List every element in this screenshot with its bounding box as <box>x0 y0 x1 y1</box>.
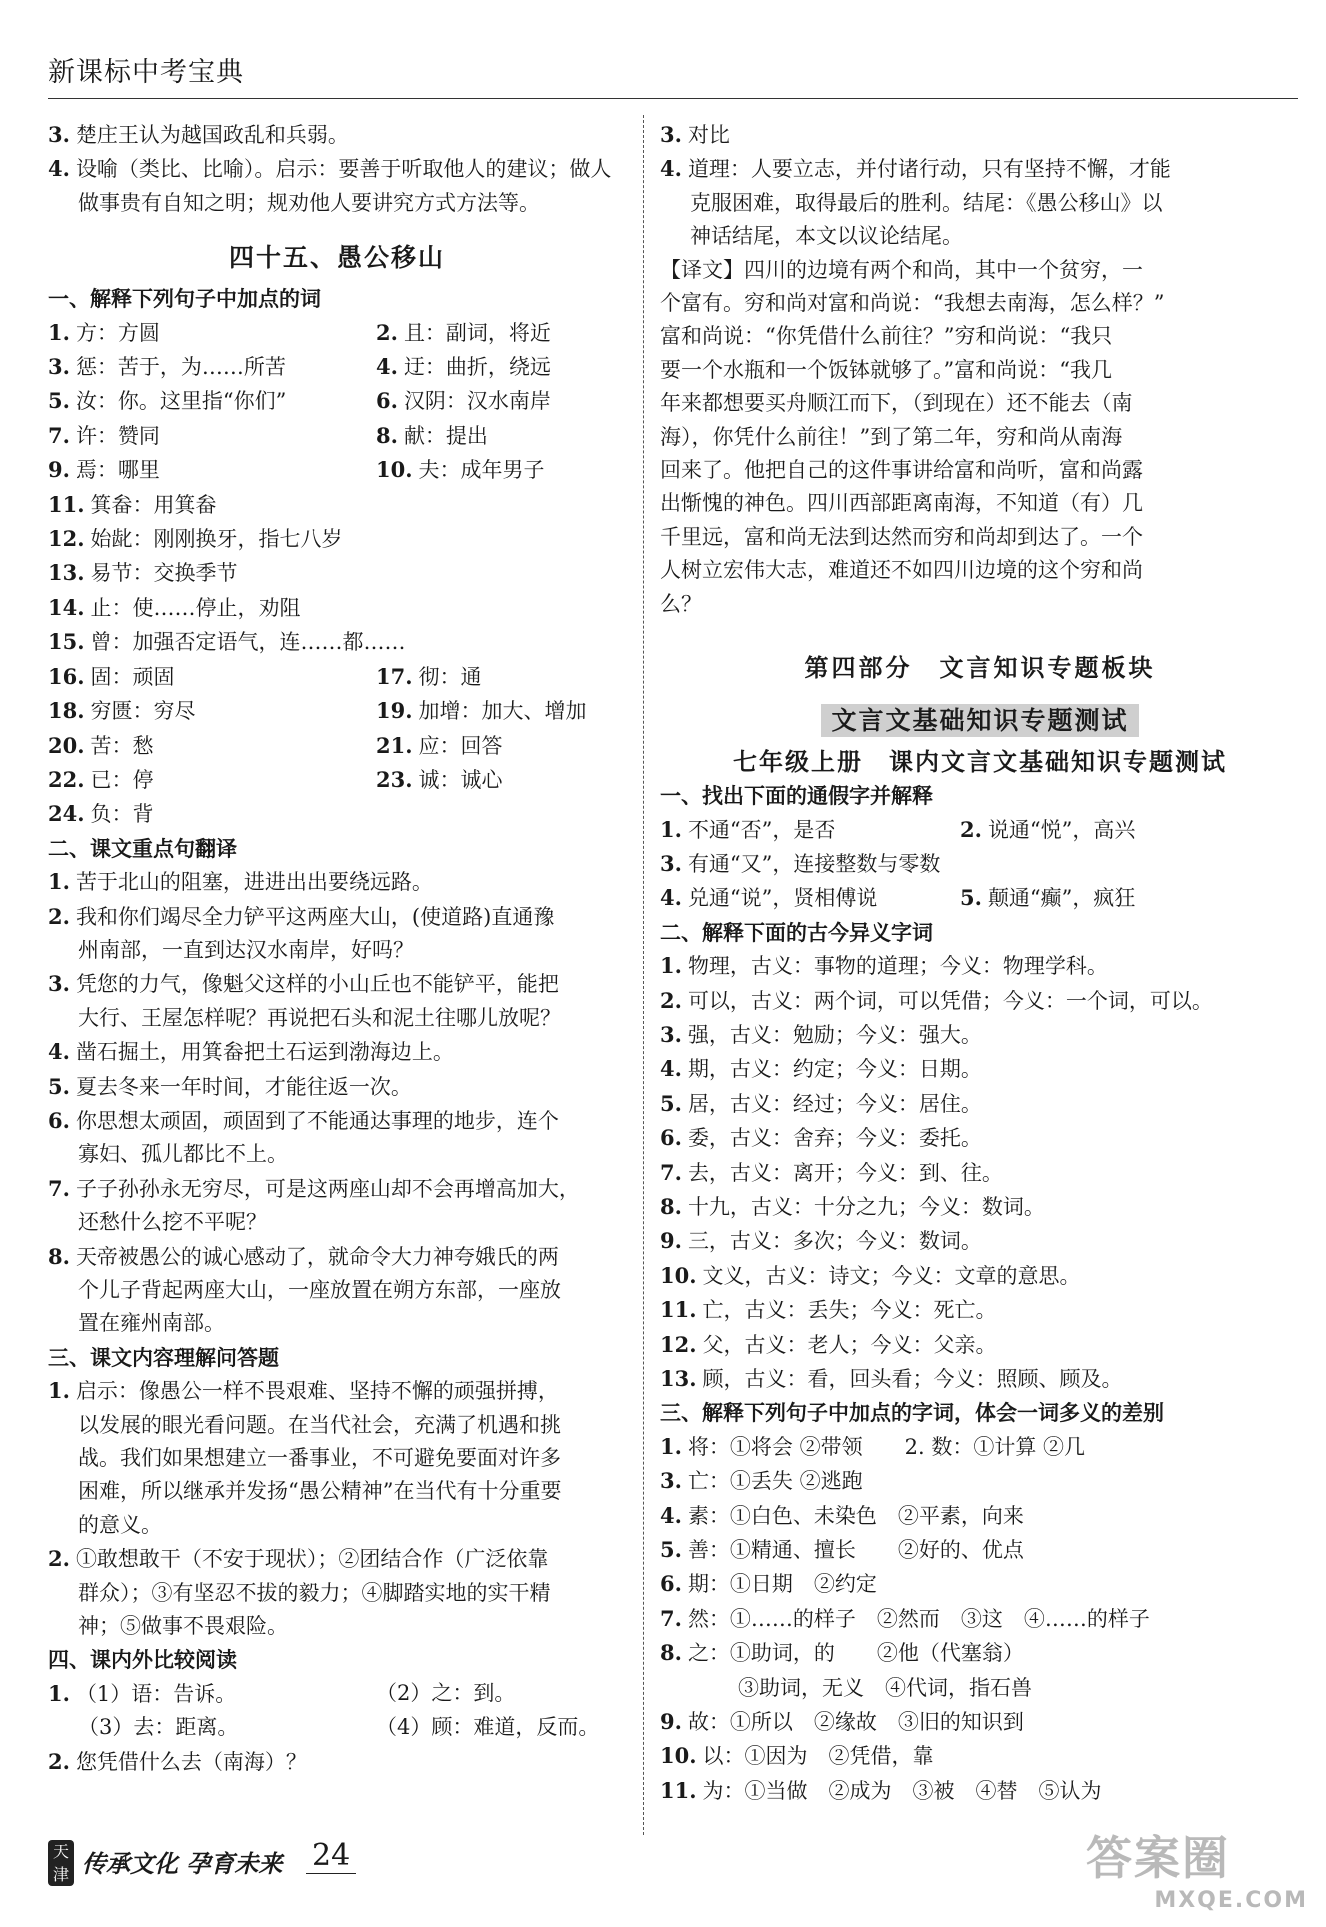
lesson-title: 四十五、愚公移山 <box>228 243 445 273</box>
item-text: 神话结尾，本文以议论结尾。 <box>690 224 963 249</box>
list-item-continuation <box>48 1610 626 1643</box>
item-text: 寡妇、孤儿都比不上。 <box>78 1142 288 1167</box>
item-a <box>48 419 376 453</box>
item-a <box>660 813 960 847</box>
item-text: 凭您的力气，像魁父这样的小山丘也不能铲平，能把 <box>75 972 559 997</box>
list-item-continuation <box>48 1206 626 1239</box>
item-number: 4. <box>660 1502 682 1528</box>
item-text: 固：顽固 <box>90 664 175 689</box>
item-number: 2. <box>48 1546 70 1572</box>
item-text: 期：①日期 ②约定 <box>687 1572 877 1597</box>
list-item <box>660 847 1300 881</box>
item-number: 6. <box>48 1107 70 1133</box>
page-number: 24 <box>306 1838 356 1874</box>
item-number: 2. <box>660 987 682 1013</box>
item-text: 迂：曲折，绕远 <box>403 355 551 380</box>
list-item <box>48 865 626 899</box>
item-text: 加增：加大、增加 <box>418 699 587 724</box>
item-number: 8. <box>660 1193 682 1219</box>
item-number: 4. <box>48 1039 70 1065</box>
item-number: 13. <box>660 1366 697 1391</box>
list-item <box>48 1070 626 1104</box>
item-number: 2. <box>960 816 982 842</box>
list-item <box>660 1636 1300 1670</box>
list-item <box>660 1430 1300 1464</box>
item-a <box>48 660 376 694</box>
list-item <box>660 813 1300 847</box>
item-a <box>48 453 376 487</box>
item-number: 1. <box>660 1433 682 1459</box>
item-text: 不通“否”，是否 <box>687 817 836 842</box>
item-text: 箕畚：用箕畚 <box>90 492 217 517</box>
item-a <box>48 729 376 763</box>
item-number: 19. <box>376 698 413 724</box>
item-number: 9. <box>660 1709 682 1735</box>
item-text: 神；⑤做事不畏艰险。 <box>78 1614 288 1639</box>
item-text: 夏去冬来一年时间，才能往返一次。 <box>75 1074 412 1099</box>
list-item <box>48 453 626 487</box>
item-number: 11. <box>48 491 85 517</box>
list-item <box>48 556 626 590</box>
item-b <box>376 453 545 487</box>
list-item-continuation <box>48 1475 626 1508</box>
section-title: 二、解释下面的古今异义字词 <box>660 919 933 945</box>
list-item <box>48 1240 626 1274</box>
item-text: 你思想太顽固，顽固到了不能通达事理的地步，连个 <box>75 1108 559 1133</box>
item-text: 物理，古义：事物的道理；今义：物理学科。 <box>687 954 1108 979</box>
list-item: 3. 楚庄王认为越国政乱和兵弱。 <box>48 122 349 147</box>
item-text: 彻：通 <box>418 664 482 689</box>
item-text: 许：赞同 <box>75 423 160 448</box>
right-column <box>660 118 1300 1808</box>
item-number: 4. <box>660 156 682 182</box>
item-b <box>376 729 503 763</box>
item-text: 颠通“癫”，疯狂 <box>987 886 1136 911</box>
item-number: 7. <box>48 422 70 448</box>
item-number: 1. <box>660 953 682 979</box>
item-text: 汝：你。这里指“你们” <box>75 389 287 414</box>
item-number: 7. <box>660 1159 682 1185</box>
item-text: 大行、王屋怎样呢？再说把石头和泥土往哪儿放呢？ <box>78 1005 561 1030</box>
list-item <box>660 984 1300 1018</box>
item-number: 2. <box>48 903 70 929</box>
item-number: 3. <box>660 1021 682 1047</box>
item-number: 1. <box>660 816 682 842</box>
item-number: 7. <box>48 1175 70 1201</box>
item-text: 的意义。 <box>78 1512 162 1537</box>
item-number: 8. <box>48 1243 70 1269</box>
item-number: 15. <box>48 629 85 655</box>
item-number: 3. <box>660 850 682 876</box>
item-text: ③助词，无义 ④代词，指石兽 <box>738 1675 1032 1700</box>
watermark-logo: 答案圈 MXQE.COM <box>1086 1831 1308 1913</box>
item-number: 3. <box>48 354 70 380</box>
item-text: ①敢想敢干（不安于现状）；②团结合作（广泛依靠 <box>75 1547 549 1572</box>
column-divider <box>643 115 644 1835</box>
item-number: 12. <box>48 526 85 552</box>
list-item <box>48 1104 626 1138</box>
item-a <box>48 694 376 728</box>
list-item <box>660 1464 1300 1498</box>
item-text: 凿石掘土，用箕畚把土石运到渤海边上。 <box>75 1040 454 1065</box>
list-item <box>660 1087 1300 1121</box>
item-text: 战。我们如果想建立一番事业，不可避免要面对许多 <box>78 1446 561 1471</box>
item-text: 道理：人要立志，并付诸行动，只有坚持不懈，才能 <box>687 157 1171 182</box>
translation-line: 人树立宏伟大志，难道还不如四川边境的这个穷和尚 <box>660 558 1143 583</box>
item-number: 1. <box>48 319 70 345</box>
list-item: 24. 负：背 <box>48 801 154 827</box>
item-number: 14. <box>48 594 85 620</box>
item-text: 惩：苦于，为……所苦 <box>75 355 286 380</box>
list-item <box>48 591 626 625</box>
list-item: （3）去：距离。 （4）顾：难道，反而。 <box>78 1715 600 1740</box>
list-item <box>48 1542 626 1576</box>
item-text: 曾：加强否定语气，连……都…… <box>90 630 406 655</box>
item-text: 有通“又”，连接整数与零数 <box>687 851 941 876</box>
list-item-continuation <box>48 1274 626 1307</box>
list-item <box>48 967 626 1001</box>
item-b <box>376 694 587 728</box>
item-text: 然：①……的样子 ②然而 ③这 ④……的样子 <box>687 1606 1150 1631</box>
item-number: 2. <box>376 319 398 345</box>
item-a <box>660 881 960 915</box>
list-item <box>48 1172 626 1206</box>
item-number: 5. <box>660 1537 682 1563</box>
item-text: 穷匮：穷尽 <box>90 699 196 724</box>
item-number: 10. <box>660 1262 697 1288</box>
item-text: 苦：愁 <box>90 733 154 758</box>
list-item <box>660 1533 1300 1567</box>
item-text: 汉阴：汉水南岸 <box>403 389 551 414</box>
item-text: 夫：成年男子 <box>418 458 545 483</box>
item-number: 1. <box>48 1378 70 1404</box>
item-text: 已：停 <box>90 767 154 792</box>
item-a <box>48 350 376 384</box>
item-text: 居，古义：经过；今义：居住。 <box>687 1091 982 1116</box>
item-b <box>376 763 503 797</box>
item-text: 以：①因为 ②凭借，靠 <box>702 1744 934 1769</box>
section-title: 一、找出下面的通假字并解释 <box>660 783 933 809</box>
list-item-continuation <box>660 220 1300 253</box>
item-number: 3. <box>660 122 682 147</box>
item-text: 止：使……停止，劝阻 <box>90 595 301 620</box>
item-number: 12. <box>660 1331 697 1357</box>
item-number: 5. <box>660 1090 682 1116</box>
list-item <box>660 1499 1300 1533</box>
test-title: 文言文基础知识专题测试 <box>660 697 1300 745</box>
item-text: 个儿子背起两座大山，一座放置在朔方东部，一座放 <box>78 1278 561 1302</box>
list-item <box>48 1374 626 1408</box>
list-item <box>660 1705 1300 1739</box>
list-item <box>660 1052 1300 1086</box>
item-a <box>48 316 376 350</box>
header-rule <box>48 98 1298 99</box>
list-item <box>660 1018 1300 1052</box>
item-text: 十九，古义：十分之九；今义：数词。 <box>687 1194 1045 1219</box>
list-item <box>48 488 626 522</box>
list-item-continuation <box>48 1442 626 1475</box>
list-item <box>660 152 1300 186</box>
item-number: 11. <box>660 1297 697 1323</box>
item-number: 1. <box>48 869 70 895</box>
item-text: 期，古义：约定；今义：日期。 <box>687 1057 982 1082</box>
translation-line: 出惭愧的神色。四川西部距离南海，不知道（有）几 <box>660 491 1143 516</box>
book-title: 新课标中考宝典 <box>48 57 244 88</box>
list-item <box>660 1224 1300 1258</box>
item-number: 10. <box>376 457 413 483</box>
list-item <box>48 419 626 453</box>
item-a <box>660 847 960 881</box>
list-item <box>660 949 1300 983</box>
translation-line: 要一个水瓶和一个饭钵就够了。”富和尚说：“我几 <box>660 357 1112 382</box>
item-text: 天帝被愚公的诚心感动了，就命令大力神夸娥氏的两 <box>75 1244 559 1269</box>
item-text: 为：①当做 ②成为 ③被 ④替 ⑤认为 <box>702 1778 1102 1803</box>
translation-line: 么？ <box>660 591 702 616</box>
item-number: 16. <box>48 663 85 689</box>
item-number: 6. <box>660 1125 682 1151</box>
item-number: 10. <box>660 1743 697 1769</box>
item-text: 我和你们竭尽全力铲平这两座大山，(使道路)直通豫 <box>75 904 555 929</box>
list-item <box>48 763 626 797</box>
list-item <box>660 1362 1300 1396</box>
list-item: 4. 设喻（类比、比喻）。启示：要善于听取他人的建议；做人做事贵有自知之明；规劝他人要讲究方式方法等。 <box>48 156 612 215</box>
list-item-continuation <box>48 1577 626 1610</box>
item-text: 对比 <box>687 123 730 147</box>
item-b <box>376 350 551 384</box>
item-b <box>376 419 488 453</box>
item-text: 群众）；③有坚忍不拔的毅力；④脚踏实地的实干精 <box>78 1580 551 1605</box>
item-number: 3. <box>48 971 70 997</box>
item-text: 说通“悦”，高兴 <box>987 817 1136 842</box>
item-number: 8. <box>376 422 398 448</box>
item-text: 善：①精通、擅长 ②好的、优点 <box>687 1538 1024 1563</box>
list-item <box>48 729 626 763</box>
item-number: 11. <box>660 1777 697 1803</box>
translation-line: 回来了。他把自己的这件事讲给富和尚听，富和尚露 <box>660 458 1143 483</box>
item-text: 以发展的眼光看问题。在当代社会，充满了机遇和挑 <box>78 1412 561 1437</box>
list-item <box>48 384 626 418</box>
publisher-seal-logo: 天津 <box>48 1840 74 1886</box>
item-text: 困难，所以继承并发扬“愚公精神”在当代有十分重要 <box>78 1479 562 1504</box>
list-item-continuation <box>48 1307 626 1340</box>
item-text: 文义，古义：诗文；今义：文章的意思。 <box>702 1263 1081 1288</box>
section-title: 四、课内外比较阅读 <box>48 1647 237 1673</box>
item-text: 委，古义：舍弃；今义：委托。 <box>687 1126 982 1151</box>
list-item <box>48 660 626 694</box>
list-item <box>660 1602 1300 1636</box>
list-item <box>660 1190 1300 1224</box>
list-item-continuation <box>48 1509 626 1542</box>
footer-slogan: 传承文化 孕育未来 <box>82 1849 283 1878</box>
translation-line: 年来都想要买舟顺江而下，（到现在）还不能去（南 <box>660 391 1133 416</box>
item-number: 6. <box>660 1571 682 1597</box>
list-item <box>660 881 1300 915</box>
item-number: 23. <box>376 766 413 792</box>
translation-line: 富和尚说：“你凭借什么前往？”穷和尚说：“我只 <box>660 324 1113 349</box>
list-item <box>660 1328 1300 1362</box>
list-item <box>660 1156 1300 1190</box>
list-item <box>48 522 626 556</box>
item-number: 20. <box>48 732 85 758</box>
part-title: 第四部分 文言知识专题板块 <box>804 653 1156 683</box>
list-item-continuation <box>660 187 1300 220</box>
item-number: 4. <box>660 885 682 911</box>
item-number: 5. <box>960 885 982 911</box>
item-text: 始龀：刚刚换牙，指七八岁 <box>90 527 343 552</box>
item-text: 方：方圆 <box>75 320 160 345</box>
section-title: 二、课文重点句翻译 <box>48 835 237 861</box>
item-a <box>48 763 376 797</box>
item-text: 素：①白色、未染色 ②平素，向来 <box>687 1503 1024 1528</box>
item-text: 顾，古义：看，回头看；今义：照顾、顾及。 <box>702 1367 1123 1391</box>
item-text: 兑通“说”，贤相傅说 <box>687 886 878 911</box>
item-number: 9. <box>48 457 70 483</box>
item-number: 22. <box>48 766 85 792</box>
item-number: 8. <box>660 1640 682 1666</box>
list-item <box>48 900 626 934</box>
test-subtitle: 七年级上册 课内文言文基础知识专题测试 <box>733 747 1227 777</box>
item-text: 可以，古义：两个词，可以凭借；今义：一个词，可以。 <box>687 988 1213 1013</box>
item-text: 强，古义：勉励；今义：强大。 <box>687 1022 982 1047</box>
list-item <box>48 350 626 384</box>
list-item <box>660 1671 1300 1705</box>
item-text: 之：①助词，的 ②他（代塞翁） <box>687 1641 1024 1666</box>
item-number: 4. <box>376 354 398 380</box>
list-item: 1. （1）语：告诉。 （2）之：到。 <box>48 1680 516 1706</box>
list-item <box>48 316 626 350</box>
item-b <box>960 881 1135 915</box>
translation-line: 千里远，富和尚无法到达然而穷和尚却到达了。一个 <box>660 524 1143 549</box>
list-item-continuation <box>48 1002 626 1035</box>
item-number: 4. <box>660 1056 682 1082</box>
item-text: 应：回答 <box>418 733 503 758</box>
list-item <box>660 118 1300 152</box>
item-text: 三，古义：多次；今义：数词。 <box>687 1229 982 1254</box>
item-text: 子子孙孙永无穷尽，可是这两座山却不会再增高加大， <box>75 1176 580 1201</box>
item-text: 置在雍州南部。 <box>78 1311 225 1336</box>
translation-line: 个富有。穷和尚对富和尚说：“我想去南海，怎么样？” <box>660 291 1165 316</box>
item-text: 州南部，一直到达汉水南岸，好吗？ <box>78 937 414 962</box>
item-text: 诚：诚心 <box>418 767 503 792</box>
item-text: 献：提出 <box>403 423 488 448</box>
item-number: 18. <box>48 698 85 724</box>
item-number: 21. <box>376 732 413 758</box>
item-number: 17. <box>376 663 413 689</box>
item-text: 故：①所以 ②缘故 ③旧的知识到 <box>687 1710 1024 1735</box>
item-b <box>376 384 551 418</box>
item-number: 5. <box>48 388 70 414</box>
translation-line: 【译文】四川的边境有两个和尚，其中一个贫穷，一 <box>660 257 1143 282</box>
item-text: 亡：①丢失 ②逃跑 <box>687 1469 863 1494</box>
item-text: 启示：像愚公一样不畏艰难、坚持不懈的顽强拼搏， <box>75 1379 559 1404</box>
list-item <box>660 1259 1300 1293</box>
item-text: 且：副词，将近 <box>403 320 551 345</box>
item-b <box>376 316 551 350</box>
list-item <box>48 694 626 728</box>
section-title: 三、解释下列句子中加点的字词，体会一词多义的差别 <box>660 1400 1164 1426</box>
item-text: 克服困难，取得最后的胜利。结尾：《愚公移山》以 <box>690 190 1163 215</box>
item-b <box>960 847 966 881</box>
list-item <box>48 1035 626 1069</box>
item-text: 亡，古义：丢失；今义：死亡。 <box>702 1298 997 1323</box>
list-item <box>660 1739 1300 1773</box>
footer <box>48 1838 408 1898</box>
item-text: 易节：交换季节 <box>90 561 238 586</box>
list-item <box>660 1567 1300 1601</box>
list-item-continuation <box>48 1409 626 1442</box>
list-item-continuation <box>48 1138 626 1171</box>
left-column <box>48 118 626 1779</box>
item-number: 13. <box>48 560 85 586</box>
item-text: 父，古义：老人；今义：父亲。 <box>702 1332 997 1357</box>
list-item: 2. 您凭借什么去（南海）？ <box>48 1748 307 1774</box>
item-text: 将：①将会 ②带领 2. 数：①计算 ②几 <box>687 1434 1085 1459</box>
list-item <box>660 1121 1300 1155</box>
item-a <box>48 384 376 418</box>
item-text: 苦于北山的阻塞，进进出出要绕远路。 <box>75 870 433 895</box>
list-item <box>48 625 626 659</box>
translation-line: 海），你凭什么前往！”到了第二年，穷和尚从南海 <box>660 424 1123 449</box>
section-title: 一、解释下列句子中加点的词 <box>48 286 321 312</box>
item-number: 3. <box>660 1468 682 1494</box>
item-number: 6. <box>376 388 398 414</box>
item-b <box>960 813 1135 847</box>
item-number: 5. <box>48 1073 70 1099</box>
section-title: 三、课文内容理解问答题 <box>48 1344 279 1370</box>
list-item-continuation <box>48 934 626 967</box>
item-text: 还愁什么挖不平呢？ <box>78 1210 267 1235</box>
item-number: 7. <box>660 1605 682 1631</box>
list-item <box>660 1293 1300 1327</box>
item-text: 去，古义：离开；今义：到、往。 <box>687 1160 1003 1185</box>
item-b <box>376 660 482 694</box>
list-item <box>660 1774 1300 1808</box>
item-text: 焉：哪里 <box>75 458 160 483</box>
item-number: 9. <box>660 1228 682 1254</box>
